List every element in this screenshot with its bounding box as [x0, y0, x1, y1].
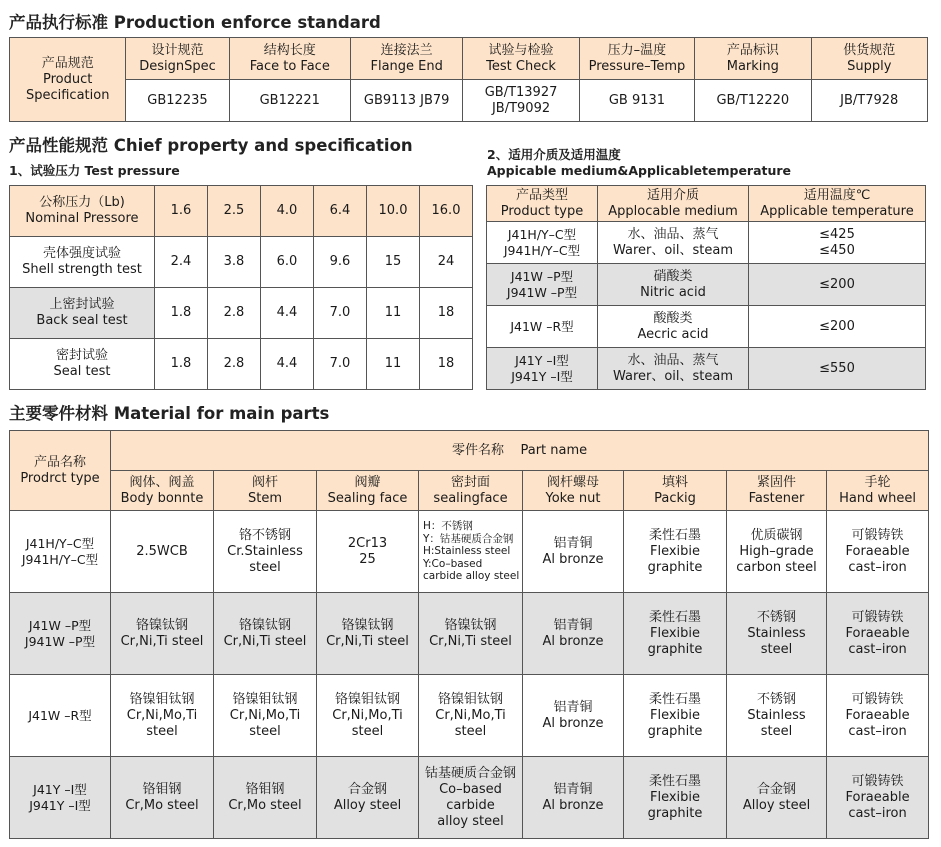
pressure-col: 6.4: [314, 186, 367, 237]
pressure-table: [9, 185, 473, 390]
product-type: J41W –P型 J941W –P型: [10, 593, 111, 675]
part-header: 密封面 sealingface: [419, 471, 523, 511]
std-value: GB 9131: [579, 80, 694, 122]
material-cell: 可锻铸铁 Foraeable cast–iron: [827, 757, 929, 839]
table-row: [10, 757, 929, 839]
material-cell: 可锻铸铁 Foraeable cast–iron: [827, 675, 929, 757]
test-label: 密封试验 Seal test: [10, 339, 155, 390]
std-header: 结构长度 Face to Face: [229, 38, 351, 80]
table-row: [487, 306, 926, 348]
pressure-col: 10.0: [367, 186, 420, 237]
medium-value: 酸酸类 Aecric acid: [598, 306, 749, 348]
part-header: 阀瓣 Sealing face: [317, 471, 419, 511]
product-type: J41H/Y–C型 J941H/Y–C型: [487, 222, 598, 264]
medium-value: 硝酸类 Nitric acid: [598, 264, 749, 306]
table-row: [10, 593, 929, 675]
material-cell: 合金钢 Alloy steel: [727, 757, 827, 839]
std-header: 连接法兰 Flange End: [351, 38, 463, 80]
std-value: GB/T12220: [695, 80, 811, 122]
material-cell: 柔性石墨 Flexibie graphite: [624, 757, 727, 839]
material-cell: 优质碳钢 High–grade carbon steel: [727, 511, 827, 593]
table-row: [10, 675, 929, 757]
table-row: [487, 348, 926, 390]
material-cell: 铬镍钛钢 Cr,Ni,Ti steel: [317, 593, 419, 675]
part-header: 阀体、阀盖 Body bonnte: [111, 471, 214, 511]
temp-value: ≤200: [749, 306, 926, 348]
part-header: 紧固件 Fastener: [727, 471, 827, 511]
pressure-col: 2.5: [208, 186, 261, 237]
material-cell: 铬镍钛钢 Cr,Ni,Ti steel: [111, 593, 214, 675]
table-row: [10, 237, 473, 288]
pressure-value: 2.4: [155, 237, 208, 288]
pressure-value: 7.0: [314, 288, 367, 339]
product-type: J41W –P型 J941W –P型: [487, 264, 598, 306]
table-row: [10, 511, 929, 593]
material-cell: 铬钼钢 Cr,Mo steel: [111, 757, 214, 839]
product-type: J41Y –I型 J941Y –I型: [10, 757, 111, 839]
table-row: [487, 264, 926, 306]
table-row: [487, 222, 926, 264]
pressure-value: 9.6: [314, 237, 367, 288]
pressure-value: 4.4: [261, 339, 314, 390]
pressure-value: 11: [367, 339, 420, 390]
product-type: J41H/Y–C型 J941H/Y–C型: [10, 511, 111, 593]
material-corner: 产品名称 Prodrct type: [10, 431, 111, 511]
material-cell: 合金钢 Alloy steel: [317, 757, 419, 839]
pressure-col: 1.6: [155, 186, 208, 237]
std-value: JB/T7928: [811, 80, 927, 122]
pressure-value: 1.8: [155, 339, 208, 390]
section-title-material: 主要零件材料 Material for main parts: [9, 404, 330, 423]
standard-table: [9, 37, 928, 122]
part-header: 填料 Packig: [624, 471, 727, 511]
test-label: 上密封试验 Back seal test: [10, 288, 155, 339]
medium-value: 水、油品、蒸气 Warer、oil、steam: [598, 222, 749, 264]
std-header: 压力–温度 Pressure–Temp: [579, 38, 694, 80]
medium-header: 产品类型 Product type: [487, 186, 598, 222]
temp-value: ≤550: [749, 348, 926, 390]
spec-row-head: 产品规范 Product Specification: [10, 38, 126, 122]
part-header: 阀杆螺母 Yoke nut: [523, 471, 624, 511]
pressure-value: 4.4: [261, 288, 314, 339]
medium-header: 适用介质 Applocable medium: [598, 186, 749, 222]
material-cell: 铬镍钼钛钢 Cr,Ni,Mo,Ti steel: [111, 675, 214, 757]
pressure-col: 4.0: [261, 186, 314, 237]
subsection-title-pressure: 1、试验压力 Test pressure: [9, 163, 180, 178]
part-header: 手轮 Hand wheel: [827, 471, 929, 511]
std-value: GB12235: [126, 80, 229, 122]
material-cell: 可锻铸铁 Foraeable cast–iron: [827, 511, 929, 593]
material-cell: 铝青铜 Al bronze: [523, 757, 624, 839]
section-title-standard: 产品执行标准 Production enforce standard: [9, 13, 381, 32]
material-table: [9, 430, 929, 839]
material-cell: 铝青铜 Al bronze: [523, 593, 624, 675]
material-cell: 可锻铸铁 Foraeable cast–iron: [827, 593, 929, 675]
std-header: 试验与检验 Test Check: [463, 38, 579, 80]
material-cell: 柔性石墨 Flexibie graphite: [624, 511, 727, 593]
medium-header: 适用温度℃ Applicable temperature: [749, 186, 926, 222]
temp-value: ≤425 ≤450: [749, 222, 926, 264]
subsection-title-medium: 2、适用介质及适用温度 Appicable medium&Applicabletemperature: [487, 147, 792, 178]
std-value: GB12221: [229, 80, 351, 122]
std-header: 供货规范 Supply: [811, 38, 927, 80]
material-cell: 柔性石墨 Flexibie graphite: [624, 675, 727, 757]
medium-value: 水、油品、蒸气 Warer、oil、steam: [598, 348, 749, 390]
material-cell: 铬镍钛钢 Cr,Ni,Ti steel: [419, 593, 523, 675]
pressure-value: 3.8: [208, 237, 261, 288]
pressure-value: 18: [420, 288, 473, 339]
material-cell: 铬钼钢 Cr,Mo steel: [214, 757, 317, 839]
material-cell: 铬镍钼钛钢 Cr,Ni,Mo,Ti steel: [317, 675, 419, 757]
test-label: 壳体强度试验 Shell strength test: [10, 237, 155, 288]
material-cell: 铬镍钛钢 Cr,Ni,Ti steel: [214, 593, 317, 675]
std-header: 设计规范 DesignSpec: [126, 38, 229, 80]
pressure-value: 7.0: [314, 339, 367, 390]
pressure-value: 2.8: [208, 339, 261, 390]
part-header: 阀杆 Stem: [214, 471, 317, 511]
std-value: GB9113 JB79: [351, 80, 463, 122]
material-cell: 柔性石墨 Flexibie graphite: [624, 593, 727, 675]
material-cell: 铬不锈钢 Cr.Stainless steel: [214, 511, 317, 593]
material-cell: 铬镍钼钛钢 Cr,Ni,Mo,Ti steel: [214, 675, 317, 757]
product-type: J41W –R型: [10, 675, 111, 757]
material-cell: 2Cr13 25: [317, 511, 419, 593]
pressure-value: 15: [367, 237, 420, 288]
material-cell: 铬镍钼钛钢 Cr,Ni,Mo,Ti steel: [419, 675, 523, 757]
pressure-value: 1.8: [155, 288, 208, 339]
std-value: GB/T13927 JB/T9092: [463, 80, 579, 122]
temp-value: ≤200: [749, 264, 926, 306]
material-cell: 钴基硬质合金钢 Co–based carbide alloy steel: [419, 757, 523, 839]
material-cell: 2.5WCB: [111, 511, 214, 593]
material-cell: 不锈钢 Stainless steel: [727, 675, 827, 757]
medium-table: [486, 185, 926, 390]
product-type: J41W –R型: [487, 306, 598, 348]
pressure-head: 公称压力（Lb) Nominal Pressore: [10, 186, 155, 237]
material-cell: H：不锈钢 Y：钴基硬质合金钢 H:Stainless steel Y:Co–based carbide alloy steel: [419, 511, 523, 593]
pressure-value: 24: [420, 237, 473, 288]
pressure-value: 2.8: [208, 288, 261, 339]
material-cell: 不锈钢 Stainless steel: [727, 593, 827, 675]
section-title-property: 产品性能规范 Chief property and specification: [9, 136, 413, 155]
table-row: [10, 339, 473, 390]
pressure-value: 18: [420, 339, 473, 390]
material-cell: 铝青铜 Al bronze: [523, 511, 624, 593]
product-type: J41Y –I型 J941Y –I型: [487, 348, 598, 390]
part-name-header: 零件名称 Part name: [111, 431, 929, 471]
std-header: 产品标识 Marking: [695, 38, 811, 80]
pressure-col: 16.0: [420, 186, 473, 237]
material-cell: 铝青铜 Al bronze: [523, 675, 624, 757]
pressure-value: 6.0: [261, 237, 314, 288]
table-row: [10, 288, 473, 339]
pressure-value: 11: [367, 288, 420, 339]
